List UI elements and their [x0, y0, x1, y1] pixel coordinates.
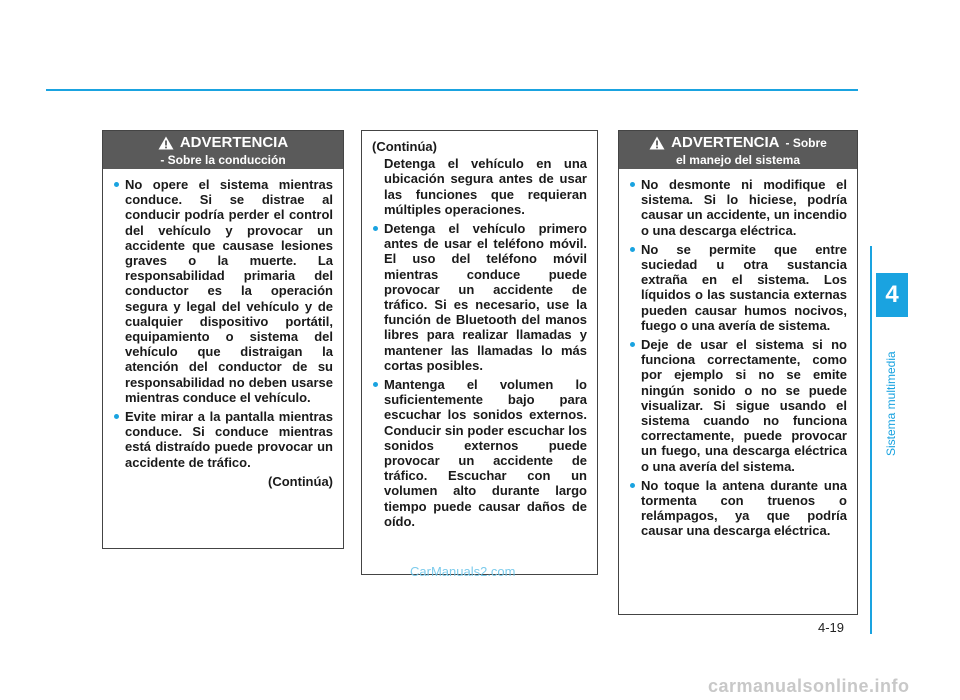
chapter-title: Sistema multimedia: [884, 351, 898, 456]
continued-label: (Continúa): [372, 139, 437, 154]
list-item: Deje de usar el sistema si no funciona correctamente, como por ejemplo si no se emite ningún sonido o no se puede visualizar. Si sigue usando el sistema cuando no funciona correctamente, puede provocar un fuego, una descarga eléctrica o una avería del sistema.: [629, 337, 847, 474]
warning-title-suffix: - Sobre: [785, 135, 827, 150]
list-item: No toque la antena durante una tormenta con truenos o relámpagos, ya que podría causar una descarga eléctrica.: [629, 478, 847, 539]
warning-title: ADVERTENCIA: [179, 134, 289, 151]
list-item: Mantenga el volumen lo suficientemente bajo para escuchar los sonidos externos. Conducir sin poder escuchar los sonidos externos puede provocar un accidente de tráfico. Escuchar con un volumen alto durante largo tiempo puede causar daños de oído.: [372, 377, 587, 529]
list-item: Detenga el vehículo primero antes de usar el teléfono móvil. El uso del teléfono móvil mientras conduce puede provocar un accidente de tráfico. Si es necesario, use la función de Bluetooth del manos libres para realizar llamadas y mantener las llamadas lo más cortas posibles.: [372, 221, 587, 373]
list-item: No desmonte ni modifique el sistema. Si lo hiciese, podría causar un accidente, un incendio o una descarga eléctrica.: [629, 177, 847, 238]
page-number: 4-19: [818, 620, 845, 635]
top-rule: [46, 89, 858, 91]
warning-triangle-icon: [649, 136, 665, 150]
warning-box-system: [618, 130, 858, 615]
chapter-number-tab: 4: [876, 273, 908, 317]
list-item: No opere el sistema mientras conduce. Si se distrae al conducir podría perder el control del vehículo y provocar un accidente que causase lesiones graves o la muerte. La responsabilidad primaria del conductor es la operación segura y legal del vehículo y de cualquier dispositivo portátil, equipamiento o sistema del vehículo que distraigan la atención del conductor de su responsabilidad no deben usarse mientras conduce el vehículo.: [113, 177, 333, 405]
list-item: No se permite que entre suciedad u otra sustancia extraña en el sistema. Los líquidos o las sustancia externas pueden causar humos nocivos, fuego o una avería de sistema.: [629, 242, 847, 333]
warning-box-header: [103, 131, 343, 169]
warning-box-driving: [102, 130, 344, 549]
warning-triangle-icon: [158, 136, 174, 150]
warning-subtitle: el manejo del sistema: [675, 152, 801, 167]
subtitle-dash: -: [160, 152, 165, 167]
watermark-carmanualsonline: carmanualsonline.info: [708, 676, 910, 696]
lead-paragraph: Detenga el vehículo en una ubicación segura antes de usar las funciones que requieran múltiples operaciones.: [384, 156, 587, 217]
warning-title: ADVERTENCIA: [671, 134, 780, 151]
watermark-carmanuals2: CarManuals2.com: [410, 564, 516, 579]
side-rule: [870, 246, 872, 634]
warning-box-header: [619, 131, 857, 169]
warning-subtitle: Sobre la conducción: [167, 152, 286, 167]
continued-box: [361, 130, 598, 575]
continues-label: (Continúa): [268, 473, 333, 489]
list-item: Evite mirar a la pantalla mientras conduce. Si conduce mientras está distraído puede provocar un accidente de tráfico.: [113, 409, 333, 470]
